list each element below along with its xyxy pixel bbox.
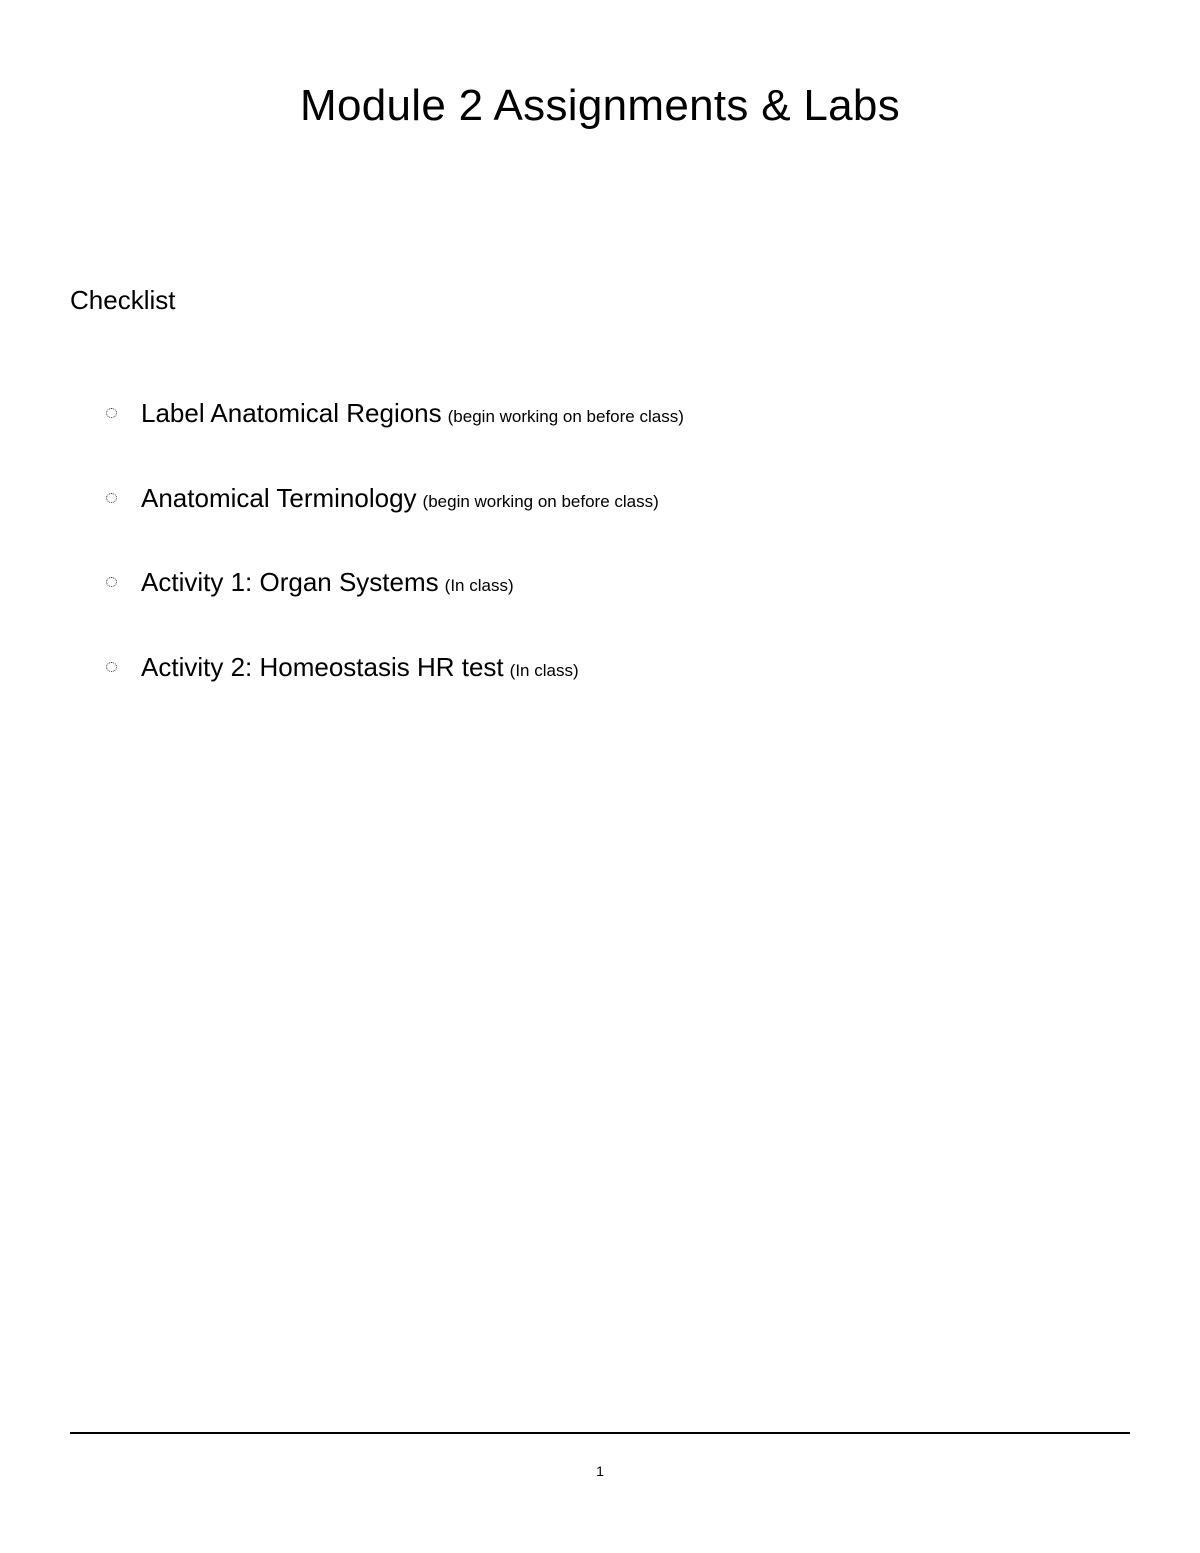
checklist-item-text	[141, 481, 659, 519]
checklist-item-label: Activity 1: Organ Systems	[141, 567, 439, 598]
checklist-item-label: Label Anatomical Regions	[141, 398, 442, 428]
checklist-item-label: Activity 2: Homeostasis HR test	[141, 652, 504, 683]
checkbox-circle-icon[interactable]	[106, 662, 117, 672]
checklist-item-note: (In class)	[509, 661, 579, 681]
checkbox-circle-icon[interactable]	[106, 493, 117, 503]
checklist-item-label: Anatomical Terminology	[141, 482, 417, 513]
page-number: 1	[596, 1463, 604, 1479]
checklist-item-text	[141, 396, 684, 434]
checklist-item-note: (In class)	[444, 576, 514, 596]
footer-divider	[70, 1432, 1130, 1434]
checkbox-circle-icon[interactable]	[106, 577, 117, 587]
checklist-item-note: (begin working on before class)	[422, 491, 659, 511]
checklist-item-text	[141, 650, 579, 688]
section-heading-checklist: Checklist	[70, 285, 176, 315]
checklist-item-note: (begin working on before class)	[447, 407, 684, 426]
page-title: Module 2 Assignments & Labs	[300, 81, 900, 130]
checklist-item-text	[141, 565, 514, 603]
checkbox-circle-icon[interactable]	[106, 408, 117, 418]
